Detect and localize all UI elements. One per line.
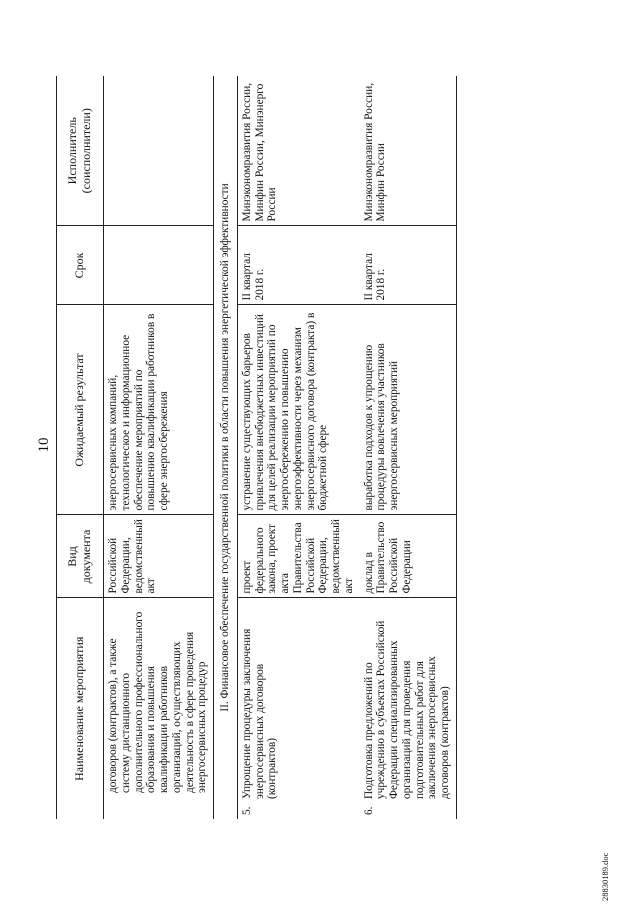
table-header-row (57, 76, 104, 819)
header-doc-type: Вид документа (57, 515, 104, 598)
header-result: Ожидаемый результат (57, 305, 104, 515)
row-number: 5. (240, 806, 253, 815)
header-name: Наименование мероприятия (57, 598, 104, 819)
page-number: 10 (36, 437, 52, 453)
row-result: выработка подходов к упрощению процедуры вовлечения участников энергосервисных мероприятий (360, 305, 457, 515)
table-row (360, 76, 457, 819)
row-name: Упрощение процедуры заключения энергосервисных договоров (контрактов) (240, 628, 279, 799)
section-row (214, 76, 238, 819)
continuation-doc-type: Российской Федерации, ведомственный акт (104, 515, 214, 598)
row-doc-type: проект федерального закона, проект акта Правительства Российской Федерации, ведомственный акт (237, 515, 359, 598)
document-id: 28830189.doc (600, 852, 610, 901)
header-term: Срок (57, 226, 104, 305)
row-executor: Минэкономразвития России, Минфин России (360, 76, 457, 226)
continuation-executor (104, 76, 214, 226)
table-row-continuation (104, 76, 214, 819)
row-name: Подготовка предложений по учреждению в субъектах Российской Федерации специализированных организаций для проведения подготовительных работ для заключения энергосервисных договоров (контрактов) (362, 620, 451, 799)
continuation-term (104, 226, 214, 305)
continuation-result: энергосервисных компаний, технологическое и информационное обеспечение мероприятий по повышению квалификации работников в сфере энергосбережения (104, 305, 214, 515)
row-doc-type: доклад в Правительство Российской Федерации (360, 515, 457, 598)
table-row (237, 76, 359, 819)
continuation-name: договоров (контрактов), а также систему дистанционного дополнительного профессионального образования и повышения квалификации работников организаций, осуществляющих деятельность в сфере проведения энергосервисных процедур (107, 611, 209, 793)
header-executor: Исполнитель (соисполнители) (57, 76, 104, 226)
row-term: II квартал 2018 г. (360, 226, 457, 305)
row-term: II квартал 2018 г. (237, 226, 359, 305)
section-title: II. Финансовое обеспечение государственной политики в области повышения энергетической эффективности (214, 76, 238, 819)
measures-table (56, 76, 457, 819)
row-number: 6. (362, 806, 375, 815)
row-result: устранение существующих барьеров привлечения внебюджетных инвестиций для целей реализации мероприятий по энергосбережению и повышению энергоэффективности через механизм энергосервисного договора (контракта) в бюджетной сфере (237, 305, 359, 515)
row-executor: Минэкономразвития России, Минфин России, Минэнерго России (237, 76, 359, 226)
